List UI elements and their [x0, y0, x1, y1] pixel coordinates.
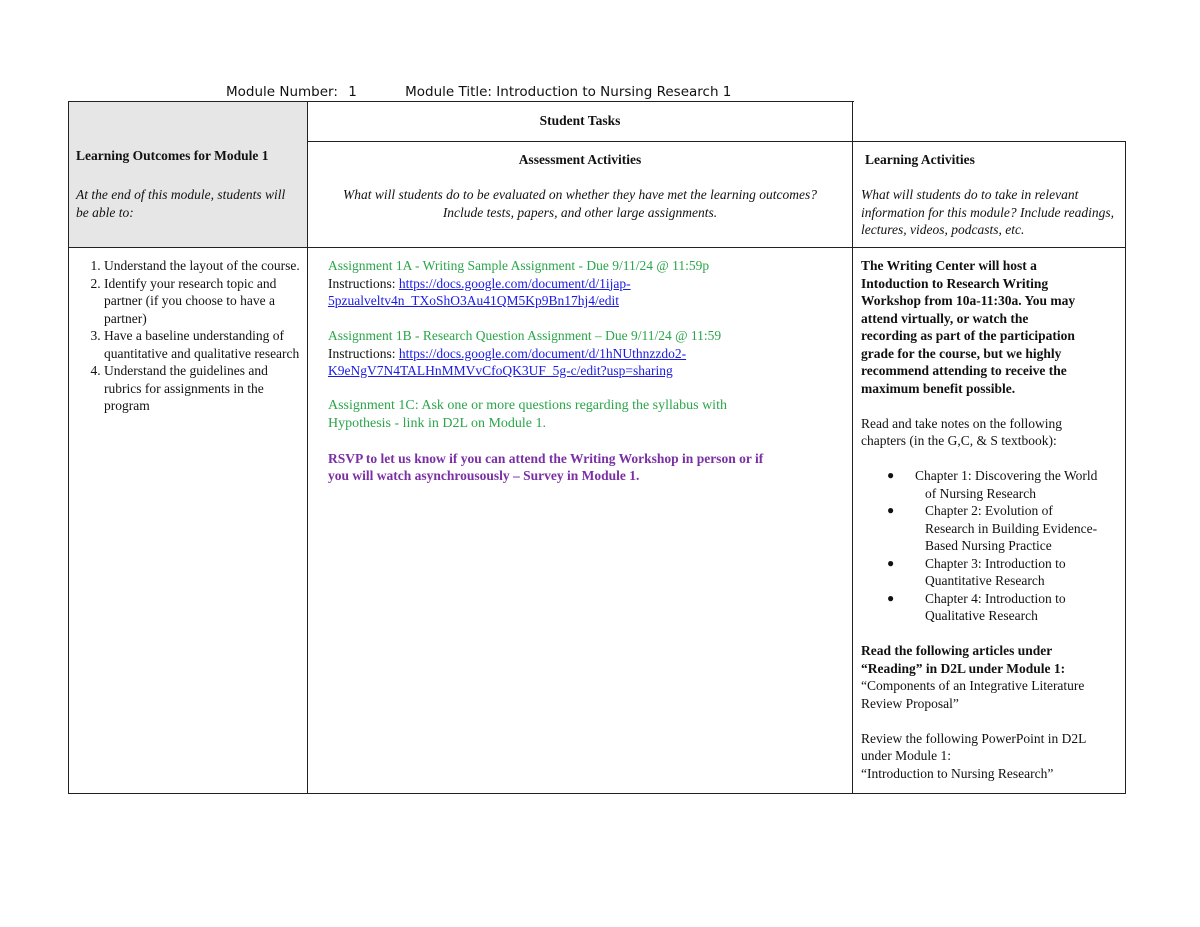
rsvp-note: RSVP to let us know if you can attend the Writing Workshop in person or if you will watch asynchrousously – Survey in Module 1.	[328, 450, 764, 483]
activities-subheading: What will students do to take in relevant information for this module? Include readings, lectures, videos, podcasts, etc.	[861, 187, 1114, 237]
module-title: Introduction to Nursing Research 1	[496, 84, 732, 100]
assignment-1b-instructions-label: Instructions:	[328, 345, 396, 361]
chapter-list	[861, 467, 1123, 625]
module-header	[226, 84, 731, 100]
outcome-item: 2. Identify your research topic and partner (if you choose to have a partner)	[104, 275, 306, 328]
powerpoint-instruction: Review the following PowerPoint in D2L under Module 1: “Introduction to Nursing Research”	[861, 730, 1087, 781]
assignment-1a-instructions	[328, 275, 848, 310]
table-right-border	[1125, 141, 1126, 794]
module-number-label: Module Number:	[226, 84, 338, 100]
chapter-item: ● Chapter 1: Discovering the World of Nursing Research	[887, 468, 1098, 501]
assignment-1a-title: Assignment 1A - Writing Sample Assignment - Due 9/11/24 @ 11:59p	[328, 258, 710, 273]
assessment-right-border	[852, 101, 853, 794]
read-notes-instruction: Read and take notes on the following chapters (in the G,C, & S textbook):	[861, 415, 1062, 448]
header-bottom-border	[68, 247, 1126, 248]
assignment-1a-instructions-label: Instructions:	[328, 275, 396, 291]
outcomes-header-shade	[69, 102, 307, 247]
assignment-1b-title: Assignment 1B - Research Question Assignment – Due 9/11/24 @ 11:59	[328, 328, 722, 343]
outcomes-right-border	[307, 101, 308, 794]
table-left-border	[68, 101, 69, 794]
article-title: “Components of an Integrative Literature Review Proposal”	[861, 678, 1085, 711]
outcomes-list	[68, 257, 306, 415]
table-top-border	[68, 101, 854, 102]
activities-heading: Learning Activities	[865, 152, 975, 167]
table-bottom-border	[68, 793, 1126, 794]
assignment-1b-instructions	[328, 345, 848, 380]
outcome-item: 1. Understand the layout of the course.	[104, 257, 306, 275]
bullet-icon: ●	[887, 468, 895, 482]
chapter-item: ● Chapter 4: Introduction to Qualitative Research	[887, 590, 1066, 623]
bullet-icon: ●	[887, 555, 895, 570]
outcomes-heading: Learning Outcomes for Module 1	[76, 148, 269, 163]
assignment-1c: Assignment 1C: Ask one or more questions regarding the syllabus with Hypothesis - link in D2L on Module 1.	[328, 398, 727, 431]
assessment-content	[328, 257, 848, 485]
outcomes-ordered-list	[68, 257, 306, 415]
assignment-1a-link[interactable]: https://docs.google.com/document/d/1ijap- 5pzualveltv4n_TXoShO3Au41QM5Kp9Bn17hj4/edit	[328, 275, 631, 308]
assessment-subheading: What will students do to be evaluated on whether they have met the learning outcomes? Include tests, papers, and other large assignments.	[343, 187, 817, 220]
outcome-item: 4. Understand the guidelines and rubrics for assignments in the program	[104, 362, 306, 415]
outcomes-subheading: At the end of this module, students will be able to:	[76, 187, 286, 220]
activities-content	[861, 257, 1123, 782]
chapter-item: ● Chapter 2: Evolution of Research in Building Evidence- Based Nursing Practice	[887, 503, 1098, 553]
module-title-label: Module Title:	[405, 84, 492, 100]
module-number: 1	[348, 84, 357, 100]
writing-center-note: The Writing Center will host a Intoduction to Research Writing Workshop from 10a-11:30a. You may attend virtually, or watch the recording as part of the participation grade for the course, but we highly recommend attending to receive the maximum benefit possible.	[861, 258, 1076, 396]
assessment-heading: Assessment Activities	[518, 152, 642, 167]
chapter-item: ● Chapter 3: Introduction to Quantitative Research	[887, 555, 1066, 588]
tasks-divider	[307, 141, 1126, 142]
student-tasks-header: Student Tasks	[539, 113, 621, 128]
bullet-icon: ●	[887, 503, 895, 517]
assignment-1b-link[interactable]: https://docs.google.com/document/d/1hNUthnzzdo2- K9eNgV7N4TALHnMMVvCfoQK3UF_5g-c/edit?usp=sharing	[328, 345, 687, 378]
bullet-icon: ●	[887, 590, 895, 605]
articles-instruction: Read the following articles under “Reading” in D2L under Module 1:	[861, 643, 1066, 676]
outcome-item: 3. Have a baseline understanding of quantitative and qualitative research	[104, 327, 306, 362]
